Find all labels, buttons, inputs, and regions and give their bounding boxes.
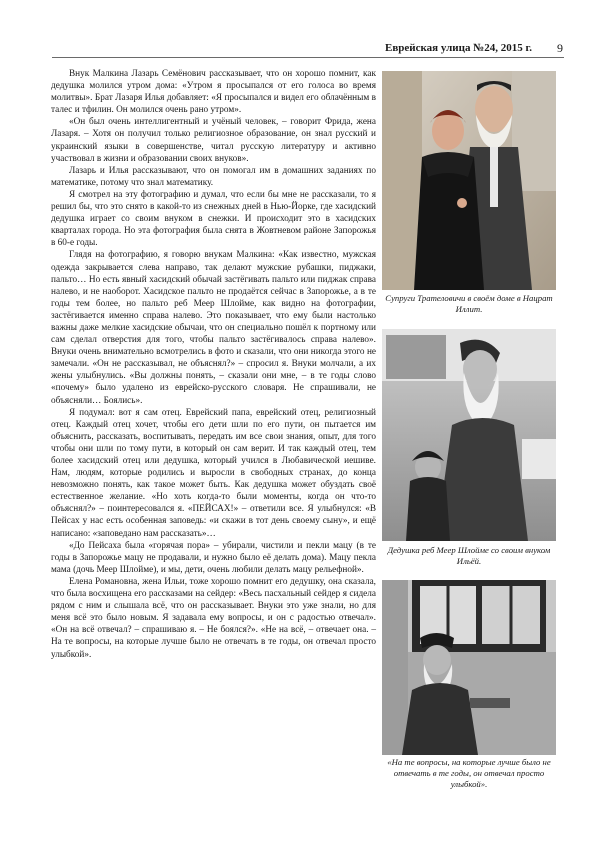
paragraph: Лазарь и Илья рассказывают, что он помогал им в домашних заданиях по математике, потому что знал математику. (51, 165, 376, 188)
paragraph: Я подумал: вот я сам отец. Еврейский папа, еврейский отец, религиозный отец. Каждый отец хочет, чтобы его дети шли по его пути, он пытается им объяснить, рассказать, воспитывать, передать им все свои знания, опыт, для того чтобы они шли по тому пути, в который он сам верит. И так каждый отец, тем более хасидский отец или дедушка, который учился в Любавической иешиве. Нам, людям, которые родились и выросли в свободных странах, до конца невозможно понять, как такое может быть. Как дедушка может обуздать своё естественное желание. «Но хоть когда-то были моменты, когда он что-то объяснял?» – поинтересовался я. «ПЕЙСАХ!» – ответили все. Я улыбнулся: «В Пейсах у нас есть особенная заповедь: «и скажи в тот день своему сыну», и ещё написано: «заповедано нам рассказать»… (51, 407, 376, 539)
photo-caption: Супруги Трателовичи в своём доме в Нацрат Иллит. (385, 293, 553, 314)
paragraph: «Он был очень интеллигентный и учёный человек, – говорит Фрида, жена Лазаря. – Хотя он получил только религиозное образование, он знал русский и украинский языки в совершенстве, читал русскую литературу и активно участвовал в жизни и образовании своих внуков». (51, 117, 376, 164)
page-number: 9 (557, 41, 563, 55)
paragraph: Я смотрел на эту фотографию и думал, что если бы мне не рассказали, то я решил бы, что это снято в какой-то из снежных дней в Нью-Йорке, где хасидский дедушка играет со своим внуком в снежки. И происходит это в хасидских кварталах города. Но эта фотография была снята в Жовтневом районе Запорожья в 60-е годы. (51, 189, 376, 249)
photo-caption: Дедушка реб Меер Шлойме со своим внуком Ильёй. (387, 545, 551, 566)
article-body (51, 68, 376, 661)
running-header (385, 41, 563, 57)
paragraph: «До Пейсаха была «горячая пора» – убирали, чистили и пекли мацу (в те годы в Запорожье мацу не продавали, и нужно было её делать дома). Мацу пекла мама (дочь Меер Шлойме), и мы, дети, очень любили делать мацу рельефной». (51, 540, 376, 575)
couple-photo (382, 71, 556, 290)
header-rule (52, 57, 564, 58)
seated-elder-photo (382, 580, 556, 755)
grandfather-grandson-photo (382, 329, 556, 541)
publication-title: Еврейская улица №24, 2015 г. (385, 42, 533, 54)
paragraph: Внук Малкина Лазарь Семёнович рассказывает, что он хорошо помнит, как дедушка молился утром дома: «Утром я просыпался от его голоса во время молитвы». Брат Лазаря Илья добавляет: «Я просыпался и видел его облачённым в талес и тфилин. Он молился очень рано утром». (51, 69, 376, 116)
photo-caption: «На те вопросы, на которые лучше было не отвечать в те годы, он отвечал просто улыбкой». (387, 757, 551, 789)
paragraph: Елена Романовна, жена Ильи, тоже хорошо помнит его дедушку, она сказала, что была восхищена его рассказами на сейдер: «Весь пасхальный сейдер я сидела рядом с ним и слышала всё, что он рассказывает. Внуки это уже знали, но для меня всё это было новым. Я задавала ему вопросы, и он с радостью отвечал». «Он на всё отвечал? – спрашиваю я. – Не боялся?». «Не на всё, – отвечает она. – На те вопросы, на которые лучше было не отвечать в те годы, он отвечал просто улыбкой». (51, 576, 376, 660)
paragraph: Глядя на фотографию, я говорю внукам Малкина: «Как известно, мужская одежда закрывается слева направо, так делают мужские рубашки, пиджаки, пальто… Но есть явный хасидский обычай застёгивать пальто или пиджак справа налево, и не наоборот. Хасидское пальто не продаётся сейчас в Запорожье, а в те годы тем более, но пальто реб Меер Шлойме, как видно на фотографии, застёгивается именно справа налево. Это показывает, что ему были настолько важны даже мелкие хасидские обычаи, что он специально пошёл к портному или сам сделал отверстия для того, чтобы пальто застёгивалось справа налево». Внуки очень внимательно всмотрелись в фото и сказали, что они никогда этого не замечали. «Он не рассказывал, не объяснял?» – спросил я. Внуки молчали, а их жены улыбнулись. «Вы должны понять, – сказали они мне, – в те годы слово «почему» было удалено из еврейско-русского словаря. Не спрашивали, не объясняли… Боялись». (51, 250, 376, 406)
